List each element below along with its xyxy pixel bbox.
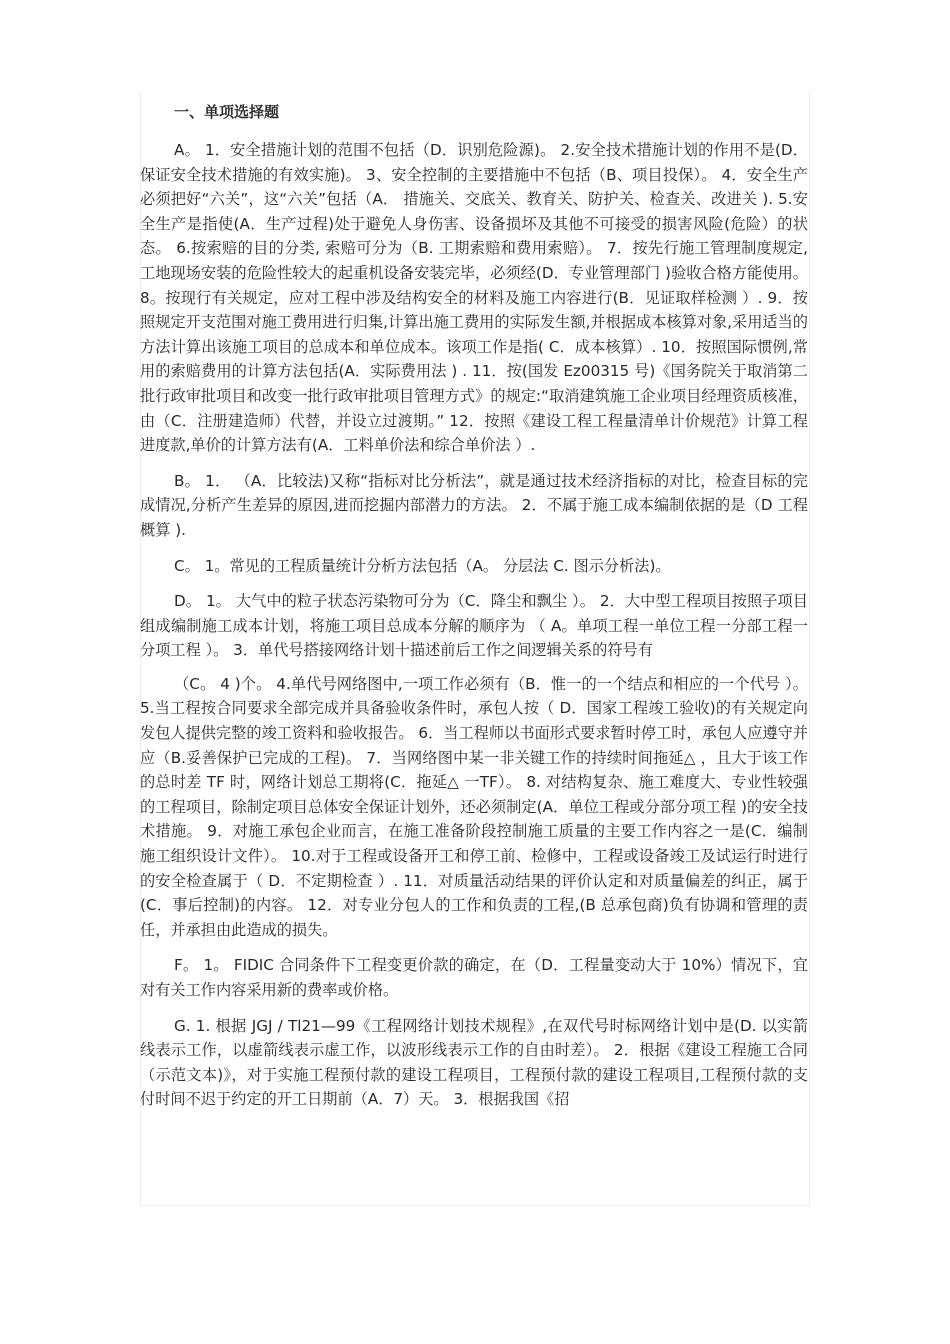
paragraph-a: A。 1．安全措施计划的范围不包括（D．识别危险源)。 2.安全技术措施计划的作用不是(D．保证安全技术措施的有效实施)。 3、安全控制的主要措施中不包括（B、项目投保）。 4．安全生产必须把好“六关”，这“六关”包括（A． 措施关、交底关、教育关、防护关、检查关、改进关 ). 5.安全生产是指使(A．生产过程)处于避免人身伤害、设备损坏及其他不可接受的损害风险(危险）的状态。 6.按索赔的目的分类, 索赔可分为（B. 工期索赔和费用索赔）。 7．按先行施工管理制度规定,工地现场安装的危险性较大的起重机设备安装完毕，必须经(D．专业管理部门 )验收合格方能使用。 8。按现行有关规定，应对工程中涉及结构安全的材料及施工内容进行(B．见证取样检测 ）. 9．按照规定开支范围对施工费用进行归集,计算出施工费用的实际发生额,并根据成本核算对象,采用适当的方法计算出该施工项目的总成本和单位成本。该项工作是指( C．成本核算）. 10．按照国际惯例,常用的索赔费用的计算方法包括(A．实际费用法 ) . 11．按(国发 Ez00315 号)《国务院关于取消第二批行政审批项目和改变一批行政审批项目管理方式》的规定:“取消建筑施工企业项目经理资质核准，由（C．注册建造师）代替，并设立过渡期。” 12．按照《建设工程工程量清单计价规范》计算工程进度款,单价的计算方法有(A．工料单价法和综合单价法 ）. <box>140 141 808 455</box>
paragraph-b: B。 1． （A．比较法)又称“指标对比分析法”，就是通过技术经济指标的对比，检查目标的完成情况,分析产生差异的原因,进而挖掘内部潜力的方法。 2．不属于施工成本编制依据的是（D 工程概算 ). <box>140 471 808 539</box>
section-heading: 一、单项选择题 <box>174 103 280 121</box>
document-body <box>140 100 808 1123</box>
paragraph-d-continued: （C。 4 )个。 4.单代号网络图中,一项工作必须有（B．惟一的一个结点和相应的一个代号 ）。 5.当工程按合同要求全部完成并具备验收条件时，承包人按（ D．国家工程竣工验收)的有关规定向发包人提供完整的竣工资料和验收报告。 6．当工程师以书面形式要求暂时停工时，承包人应遵守并应（B.妥善保护已完成的工程)。 7．当网络图中某一非关键工作的持续时间拖延△ ，且大于该工作的总时差 TF 时，网络计划总工期将(C．拖延△ 一TF）。 8. 对结构复杂、施工难度大、专业性较强的工程项目，除制定项目总体安全保证计划外，还必须制定(A．单位工程或分部分项工程 )的安全技术措施。 9．对施工承包企业而言，在施工准备阶段控制施工质量的主要工作内容之一是(C．编制施工组织设计文件）。 10.对于工程或设备开工和停工前、检修中，工程或设备竣工及试运行时进行的安全检查属于（ D．不定期检查 ）. 11．对质量活动结果的评价认定和对质量偏差的纠正，属于(C．事后控制)的内容。 12．对专业分包人的工作和负责的工程,(B 总承包商)负有协调和管理的责任，并承担由此造成的损失。 <box>140 674 808 939</box>
paragraph-c: C。 1。常见的工程质量统计分析方法包括（A。 分层法 C. 图示分析法)。 <box>174 556 671 575</box>
paragraph-g: G. 1. 根据 JGJ / Tl21—99《工程网络计划技术规程》,在双代号时标网络计划中是(D. 以实箭线表示工作，以虚箭线表示虚工作，以波形线表示工作的自由时差）。 2．根据《建设工程施工合同（示范文本)》，对于实施工程预付款的建设工程项目，工程预付款的建设工程项目,工程预付款的支付时间不迟于约定的开工日期前（A．7）天。 3．根据我国《招 <box>140 1016 808 1109</box>
paragraph-d: D。 1。 大气中的粒子状态污染物可分为（C．降尘和飘尘 ）。 2．大中型工程项目按照子项目组成编制施工成本计划，将施工项目总成本分解的顺序为 （ A。单项工程一单位工程一分部工程一分项工程 ）。 3．单代号搭接网络计划十描述前后工作之间逻辑关系的符号有 <box>140 592 808 660</box>
paragraph-f: F。 1。 FIDIC 合同条件下工程变更价款的确定，在（D．工程量变动大于 10%）情况下，宜对有关工作内容采用新的费率或价格。 <box>140 956 808 999</box>
